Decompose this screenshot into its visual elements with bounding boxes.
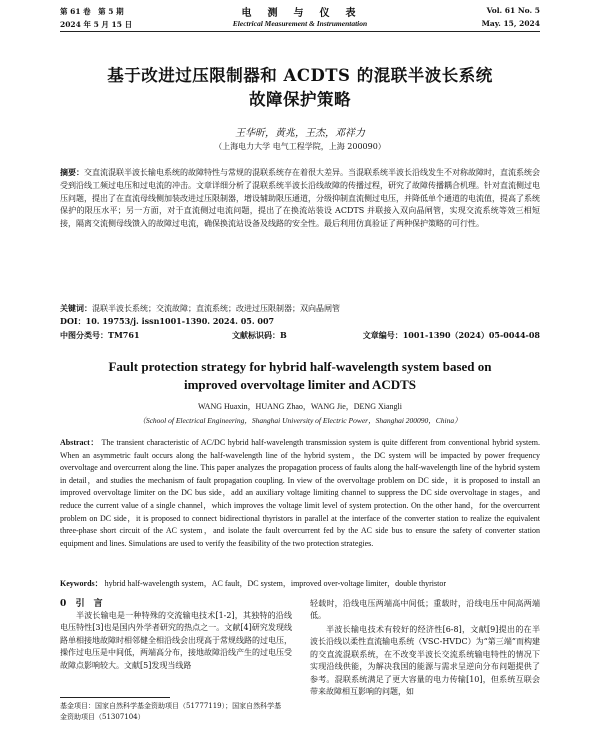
section-number: 0 xyxy=(60,599,67,609)
keywords-cn-text: 混联半波长系统；交流故障；直流系统；改进过压限制器；双向晶闸管 xyxy=(92,304,340,313)
abstract-cn-label: 摘要： xyxy=(60,167,84,177)
title-cn-line1: 基于改进过压限制器和 ACDTS 的混联半波长系统 xyxy=(107,66,493,85)
keywords-en-text: hybrid half-wavelength system，AC fault，DC system，improved over-voltage limiter，double thyristor xyxy=(104,579,447,588)
intro-left-column: 半波长输电是一种特殊的交流输电技术[1-2]，其独特的沿线电压特性[3]也是国内外学者研究的热点之一。文献[4]研究发现线路单相接地故障时相邻健全相沿线会出现高于常规线路的过电压，操作过电压是中间低，两端高分布，接地故障沿线产生的过电压受故障点影响较大。文献[5]发现当线路 xyxy=(60,611,292,670)
section-heading xyxy=(60,596,103,609)
title-cn-line2: 故障保护策略 xyxy=(249,90,351,109)
keywords-cn-label: 关键词： xyxy=(60,303,92,313)
keywords-cn xyxy=(60,302,540,316)
title-en-line2: improved overvoltage limiter and ACDTS xyxy=(183,377,417,392)
affiliation-en: （School of Electrical Engineering，Shanghai University of Electric Power，Shanghai 200090，China） xyxy=(138,416,462,425)
header-volume-en: Vol. 61 No. 5 xyxy=(486,6,540,15)
clc-number: 中图分类号：TM761 xyxy=(60,330,140,340)
abstract-cn-text: 交直流混联半波长输电系统的故障特性与常规的混联系统存在着很大差异。当混联系统半波长沿线发生不对称故障时，直流系统会受到沿线工频过电压和过电流的冲击。文章详细分析了混联系统半波长沿线故障的传播过程，研究了故障传播耦合机理。针对直流侧过电压问题，提出了在直流母线侧加装改进过压限制器，增设辅助限压通道，分级抑制直流侧过电压，并降低单个通道的电流值，提高了系统保护的限压水平；另一方面，对于直流侧过电流问题，提出了在换流站装设 ACDTS 并联接入双向晶闸管，实现交流系统等效三相短接，隔离交流侧母线馈入的故障过电流，确保换流站设备及线路的安全性。最后利用仿真验证了两种保护策略的可行性。 xyxy=(60,168,540,229)
article-number: 文章编号：1001-1390（2024）05-0044-08 xyxy=(362,330,540,340)
header-journal-en: Electrical Measurement & Instrumentation xyxy=(232,19,368,28)
header-journal-cn: 电 测 与 仪 表 xyxy=(241,8,359,19)
document-code: 文献标识码：B xyxy=(232,330,287,340)
keywords-en-label: Keywords： xyxy=(60,579,103,588)
affiliation-cn: （上海电力大学 电气工程学院，上海 200090） xyxy=(214,142,386,151)
abstract-cn xyxy=(60,166,540,231)
header-date-cn: 2024 年 5 月 15 日 xyxy=(60,20,133,29)
intro-right-para2: 半波长输电技术有较好的经济性[6-8]，文献[9]提出的在半波长沿线以柔性直流输电系统（VSC-HVDC）为“第三端”而构建的交直流混联系统，在不改变半波长交流系统输电特性的情况下实现沿线供能，为解决我国的能源与需求呈逆向分布问题提供了参考。混联系统满足了更大容量的电力传输[10]，但系统互联会带来故障相互影响的问题，如 xyxy=(310,625,540,697)
abstract-en-label: Abstract： xyxy=(60,438,99,447)
title-en-line1: Fault protection strategy for hybrid half-wavelength system based on xyxy=(108,359,492,374)
abstract-en xyxy=(60,437,540,550)
authors-en: WANG Huaxin，HUANG Zhao，WANG Jie，DENG Xiangli xyxy=(198,402,402,411)
footnote-funding: 基金项目：国家自然科学基金资助项目（51777119）；国家自然科学基金资助项目（51307104） xyxy=(60,702,282,721)
header-volume: 第 61 卷 第 5 期 xyxy=(60,7,124,16)
header-date-en: May. 15, 2024 xyxy=(481,19,540,28)
authors-cn: 王华昕，黄兆，王杰，邓祥力 xyxy=(235,128,365,139)
header-rule xyxy=(60,31,540,32)
keywords-en xyxy=(60,578,540,591)
intro-right-para1: 轻载时，沿线电压两端高中间低；重载时，沿线电压中间高两端低。 xyxy=(310,599,540,621)
section-title: 引 言 xyxy=(75,599,103,609)
doi: DOI：10. 19753/j. issn1001-1390. 2024. 05. 007 xyxy=(60,316,275,326)
footnote-rule xyxy=(60,697,170,698)
abstract-en-text: The transient characteristic of AC/DC hybrid half-wavelength transmission system is quite different from conventional hybrid system. When an asymmetric fault occurs along the half-wavelength line of the hybrid system，the DC system will be impacted by power frequency overvoltage and overcurrent along the line. This paper analyzes the propagation process of faults along the half-wavelength line of the hybrid system in detail，and studies the mechanism of fault propagation coupling. In view of the overvoltage problem on DC side，it is proposed to install an improved overvoltage limiter on the DC bus side，add an auxiliary voltage limiting channel to suppress the DC side overvoltage in stages，and reduce the current value of a single channel，which improves the voltage limit level of system protection. On the other hand，for the overcurrent problem on DC side，it is proposed to connect bidirectional thyristors in parallel at the interface of the converter station to realize the equivalent three-phase short circuit of the AC system，and isolate the fault overcurrent fed by the AC side bus to ensure the safety of converter station equipment and lines. Simulations are used to verify the feasibility of the two protection strategies. xyxy=(60,438,541,548)
